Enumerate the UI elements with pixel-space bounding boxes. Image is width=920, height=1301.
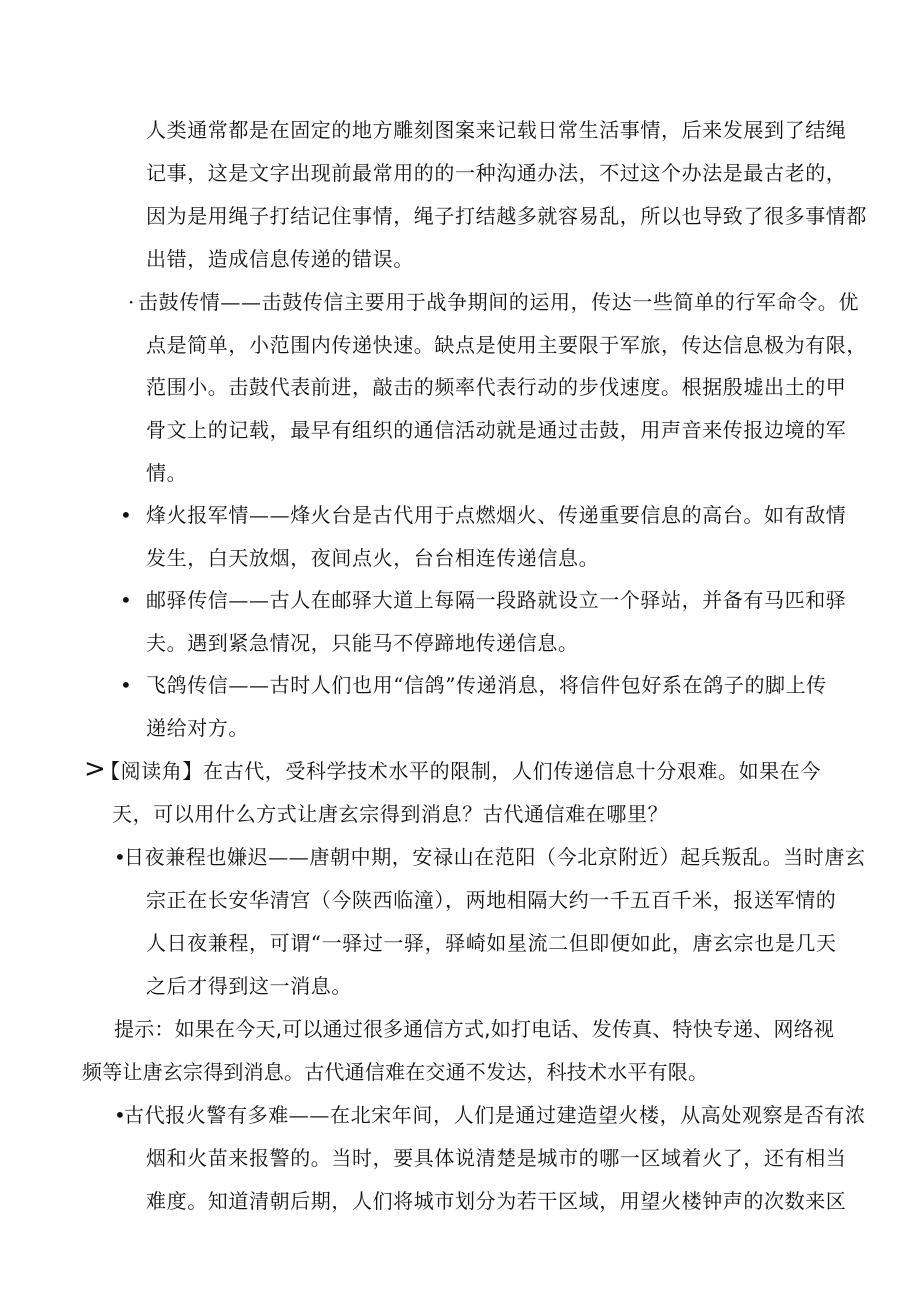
text-line: 骨文上的记载，最早有组织的通信活动就是通过击鼓，用声音来传报边境的军 — [146, 418, 847, 442]
text-line: 击鼓传情——击鼓传信主要用于战争期间的运用，传达一些简单的行军命令。优 — [138, 290, 859, 314]
text-line: 烟和火苗来报警的。当时，要具体说清楚是城市的哪一区域着火了，还有相当 — [146, 1146, 847, 1170]
text-line: 夫。遇到紧急情况，只能马不停蹄地传递信息。 — [146, 631, 579, 655]
text-line: 飞鸽传信——古时人们也用“信鸽”传递消息，将信件包好系在鸽子的脚上传 — [146, 673, 827, 697]
bullet-dot-icon: • — [120, 673, 132, 697]
bullet-dot-icon: • — [120, 588, 132, 612]
text-line: 提示：如果在今天,可以通过很多通信方式,如打电话、发传真、特快专递、网络视 — [114, 1017, 835, 1041]
bullet-dot-icon: • — [114, 1103, 126, 1127]
text-line: 之后才得到这一消息。 — [146, 974, 352, 998]
bullet-dot-icon: • — [120, 503, 132, 527]
text-line: 宗正在长安华清宫（今陕西临潼），两地相隔大约一千五百千米，报送军情的 — [146, 888, 837, 912]
text-line: 人类通常都是在固定的地方雕刻图案来记载日常生活事情，后来发展到了结绳 — [146, 118, 847, 142]
bullet-dot-icon: · — [128, 290, 135, 314]
text-line: 因为是用绳子打结记住事情，绳子打结越多就容易乱，所以也导致了很多事情都 — [146, 204, 867, 228]
text-line: 情。 — [146, 461, 188, 485]
text-line: 点是简单，小范围内传递快速。缺点是使用主要限于军旅，传达信息极为有限， — [146, 333, 867, 357]
text-line: 难度。知道清朝后期，人们将城市划分为若干区域，用望火楼钟声的次数来区 — [146, 1189, 847, 1213]
text-line: 人日夜兼程，可谓“一驿过一驿，驿崎如星流二但即便如此，唐玄宗也是几天 — [146, 931, 837, 955]
text-line: 记事，这是文字出现前最常用的的一种沟通办法，不过这个办法是最古老的， — [146, 161, 847, 185]
text-line: 出错，造成信息传递的错误。 — [146, 247, 414, 271]
text-line: 递给对方。 — [146, 716, 249, 740]
text-line: 邮驿传信——古人在邮驿大道上每隔一段路就设立一个驿站，并备有马匹和驿 — [146, 588, 847, 612]
text-line: 天，可以用什么方式让唐玄宗得到消息？古代通信难在哪里？ — [112, 802, 669, 826]
text-line: 范围小。击鼓代表前进，敲击的频率代表行动的步伐速度。根据殷墟出土的甲 — [146, 375, 847, 399]
text-line: 发生，白天放烟，夜间点火，台台相连传递信息。 — [146, 546, 600, 570]
text-line: 烽火报军情——烽火台是古代用于点燃烟火、传递重要信息的高台。如有敌情 — [146, 503, 847, 527]
bullet-dot-icon: • — [114, 845, 126, 869]
arrow-right-icon: > — [84, 754, 106, 784]
text-line: 日夜兼程也嫌迟——唐朝中期，安禄山在范阳（今北京附近）起兵叛乱。当时唐玄 — [124, 845, 866, 869]
text-line: 古代报火警有多难——在北宋年间，人们是通过建造望火楼，从高处观察是否有浓 — [124, 1103, 866, 1127]
text-line: 【阅读角】在古代，受科学技术水平的限制，人们传递信息十分艰难。如果在今 — [100, 759, 821, 783]
text-line: 频等让唐玄宗得到消息。古代通信难在交通不发达，科技术水平有限。 — [82, 1060, 709, 1084]
